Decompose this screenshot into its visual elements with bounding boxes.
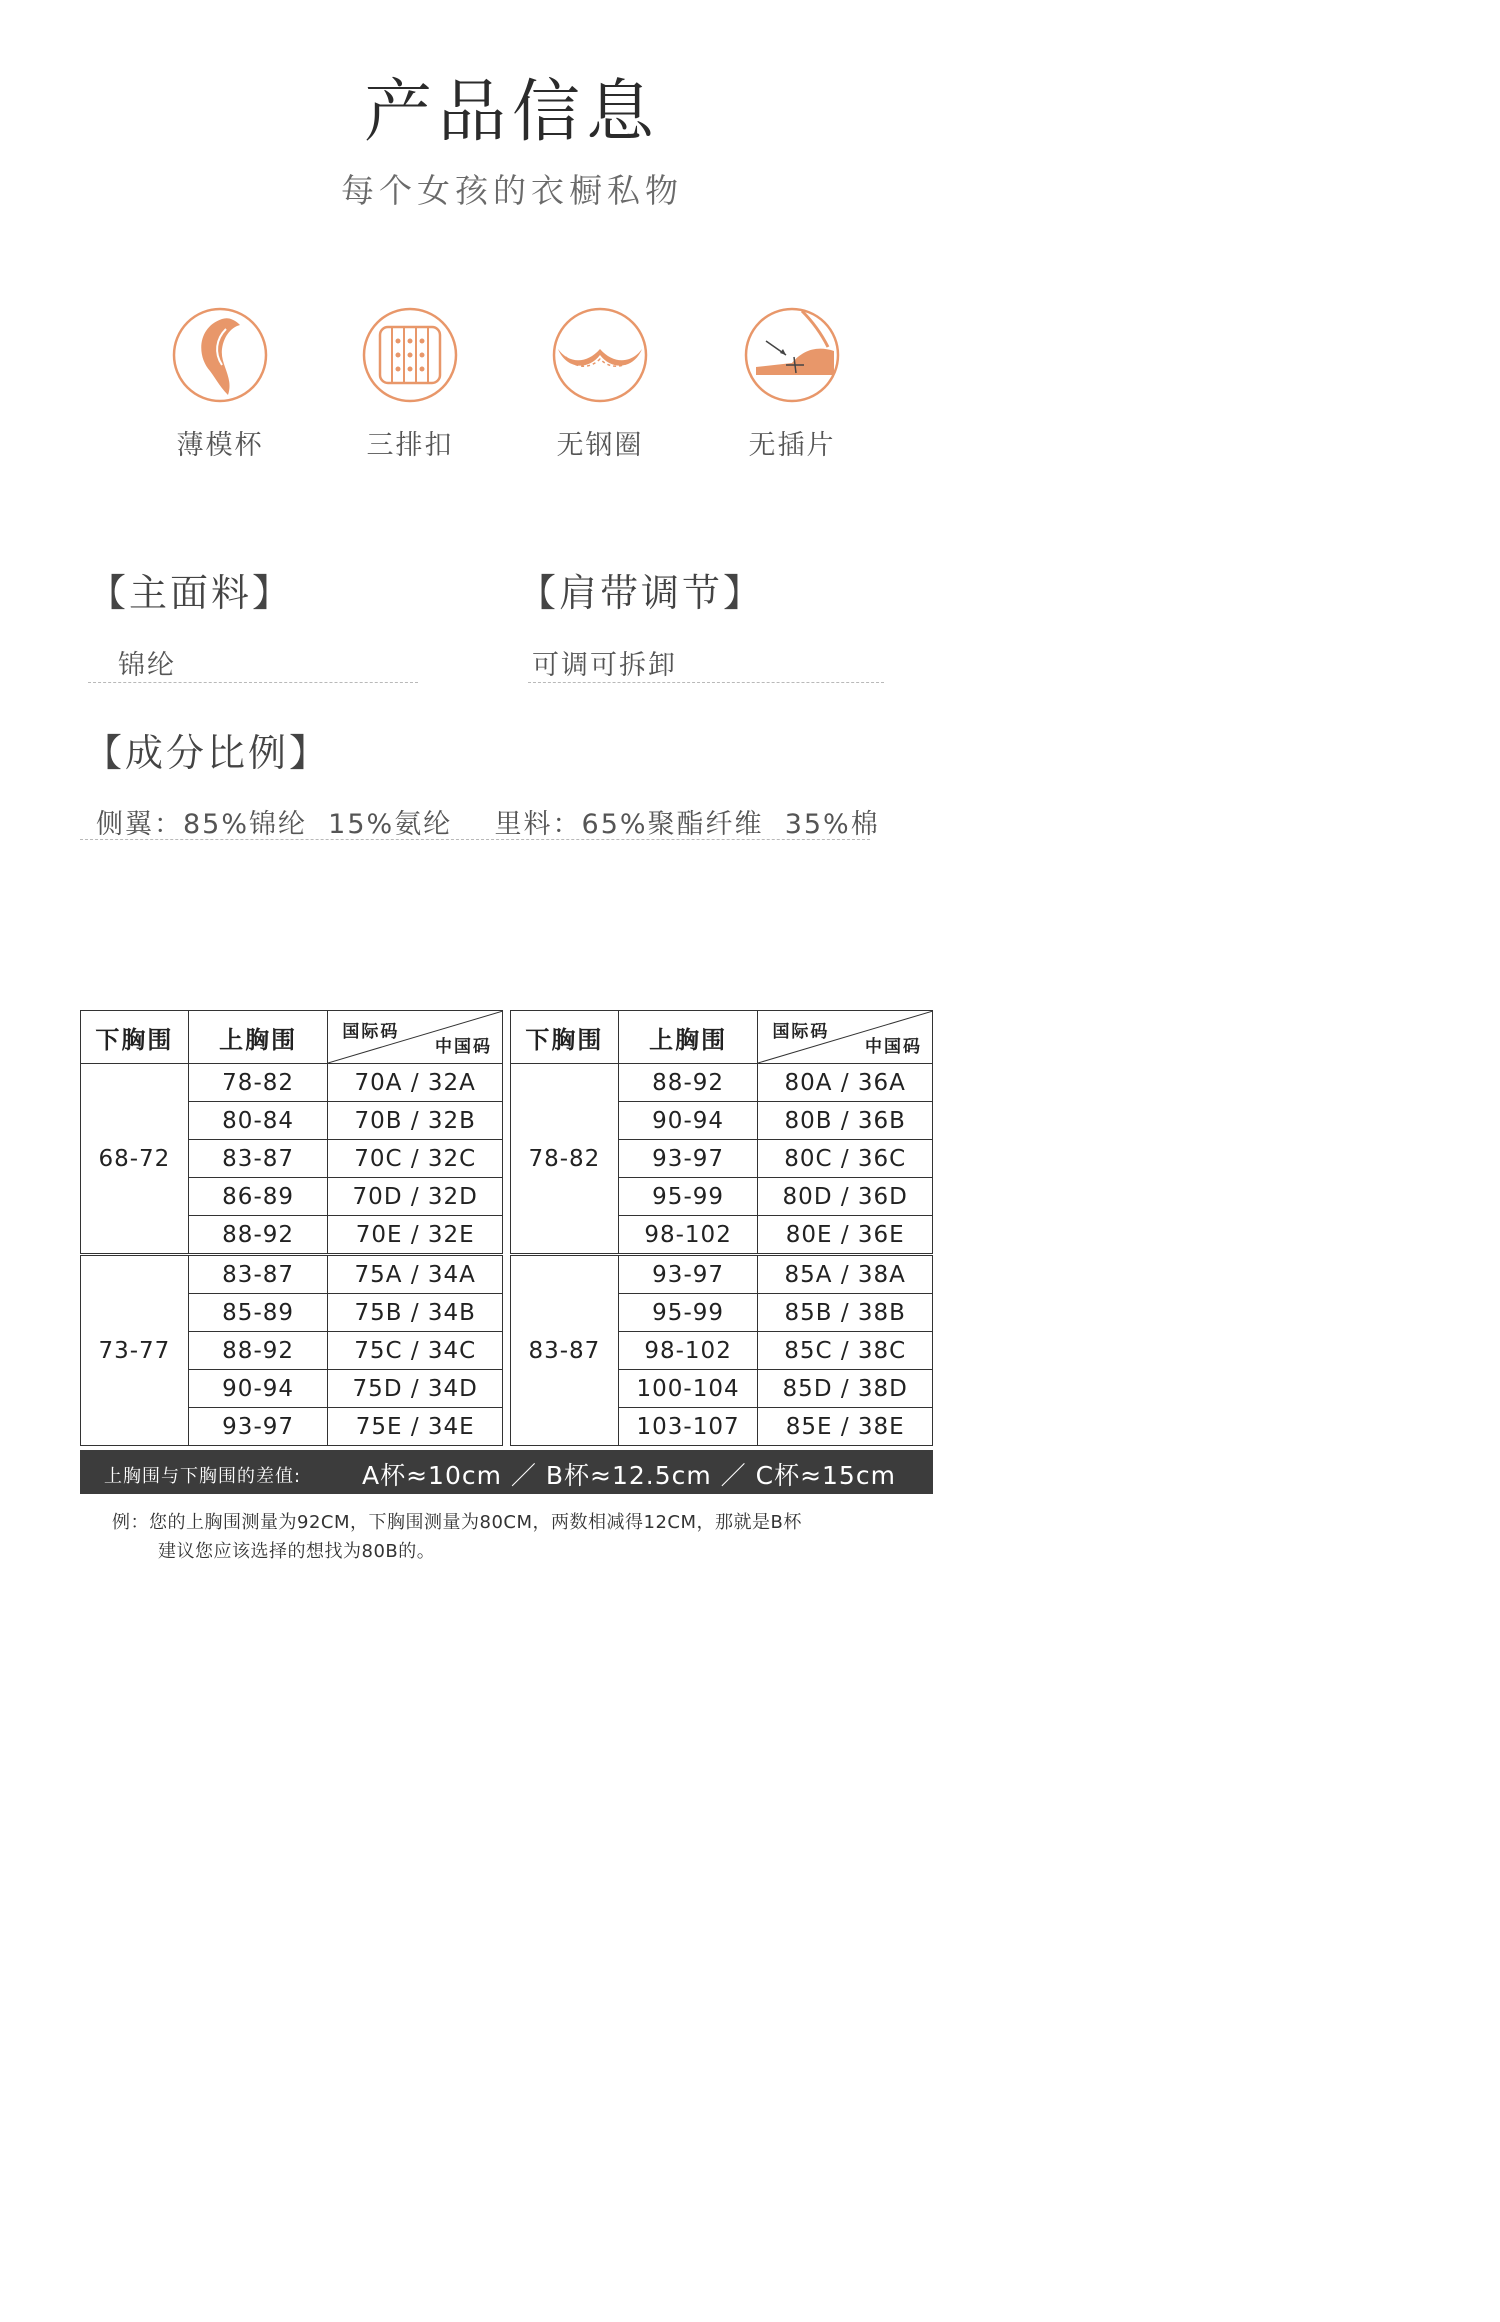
size-code-cell: 75C / 34C (328, 1332, 503, 1370)
composition-value: 侧翼：85%锦纶 15%氨纶 里料：65%聚酯纤维 35%棉 (96, 809, 880, 840)
page-title: 产品信息 (363, 73, 660, 152)
size-code-cell: 70D / 32D (328, 1178, 503, 1216)
size-code-cell: 85E / 38E (758, 1408, 933, 1446)
over-bust-cell: 93-97 (618, 1140, 758, 1178)
divider (528, 682, 884, 683)
size-code-cell: 80C / 36C (758, 1140, 933, 1178)
fabric-heading: 【主面料】 (88, 571, 294, 615)
feature-wire-free (530, 305, 670, 462)
divider (88, 682, 418, 683)
feature-label: 无插片 (748, 430, 836, 461)
size-code-cell: 85A / 38A (758, 1255, 933, 1294)
size-code-cell: 80D / 36D (758, 1178, 933, 1216)
over-bust-cell: 83-87 (188, 1140, 328, 1178)
under-bust-cell: 83-87 (511, 1255, 619, 1446)
thin-cup-icon (170, 305, 270, 405)
over-bust-cell: 95-99 (618, 1294, 758, 1332)
over-bust-cell: 86-89 (188, 1178, 328, 1216)
strap-value: 可调可拆卸 (532, 650, 677, 681)
divider (80, 839, 870, 840)
header-cn-code: 中国码 (435, 1037, 492, 1057)
over-bust-cell: 98-102 (618, 1216, 758, 1255)
size-table-right (510, 1010, 933, 1446)
header-intl-code: 国际码 (342, 1022, 400, 1042)
size-code-cell: 70E / 32E (328, 1216, 503, 1255)
example-note-line2: 建议您应该选择的想找为80B的。 (158, 1541, 436, 1562)
over-bust-cell: 88-92 (188, 1332, 328, 1370)
feature-label: 薄模杯 (176, 430, 264, 461)
size-code-cell: 70C / 32C (328, 1140, 503, 1178)
header-size-code (758, 1011, 933, 1064)
over-bust-cell: 88-92 (618, 1064, 758, 1102)
over-bust-cell: 90-94 (618, 1102, 758, 1140)
table-row (511, 1255, 933, 1294)
cup-difference-label: 上胸围与下胸围的差值: (104, 1466, 302, 1487)
header-over-bust: 上胸围 (188, 1011, 328, 1064)
over-bust-cell: 78-82 (188, 1064, 328, 1102)
strap-heading: 【肩带调节】 (518, 571, 765, 615)
header-under-bust: 下胸围 (511, 1011, 619, 1064)
under-bust-cell: 73-77 (81, 1255, 189, 1446)
feature-thin-cup (150, 305, 290, 462)
size-code-cell: 80B / 36B (758, 1102, 933, 1140)
page-subtitle: 每个女孩的衣橱私物 (341, 171, 683, 210)
header-cn-code: 中国码 (865, 1037, 922, 1057)
cup-difference-values: A杯≈10cm ／ B杯≈12.5cm ／ C杯≈15cm (362, 1461, 896, 1490)
size-code-cell: 75D / 34D (328, 1370, 503, 1408)
over-bust-cell: 100-104 (618, 1370, 758, 1408)
feature-label: 无钢圈 (556, 430, 644, 461)
table-row (81, 1255, 503, 1294)
over-bust-cell: 83-87 (188, 1255, 328, 1294)
feature-no-insert (722, 305, 862, 462)
size-code-cell: 85B / 38B (758, 1294, 933, 1332)
size-code-cell: 80A / 36A (758, 1064, 933, 1102)
over-bust-cell: 103-107 (618, 1408, 758, 1446)
example-note-line1: 例：您的上胸围测量为92CM，下胸围测量为80CM，两数相减得12CM，那就是B杯 (112, 1512, 802, 1533)
under-bust-cell: 68-72 (81, 1064, 189, 1255)
over-bust-cell: 90-94 (188, 1370, 328, 1408)
wire-free-icon (550, 305, 650, 405)
size-code-cell: 75A / 34A (328, 1255, 503, 1294)
size-code-cell: 70B / 32B (328, 1102, 503, 1140)
cup-difference-bar (80, 1450, 933, 1494)
over-bust-cell: 85-89 (188, 1294, 328, 1332)
header-size-code (328, 1011, 503, 1064)
table-row (81, 1064, 503, 1102)
header-intl-code: 国际码 (772, 1022, 830, 1042)
table-row (511, 1064, 933, 1102)
over-bust-cell: 88-92 (188, 1216, 328, 1255)
size-code-cell: 75B / 34B (328, 1294, 503, 1332)
three-row-hook-icon (360, 305, 460, 405)
size-table-left (80, 1010, 503, 1446)
size-code-cell: 80E / 36E (758, 1216, 933, 1255)
header-under-bust: 下胸围 (81, 1011, 189, 1064)
size-code-cell: 75E / 34E (328, 1408, 503, 1446)
composition-heading: 【成分比例】 (84, 731, 331, 775)
over-bust-cell: 95-99 (618, 1178, 758, 1216)
over-bust-cell: 80-84 (188, 1102, 328, 1140)
over-bust-cell: 98-102 (618, 1332, 758, 1370)
under-bust-cell: 78-82 (511, 1064, 619, 1255)
fabric-value: 锦纶 (118, 650, 176, 681)
header-over-bust: 上胸围 (618, 1011, 758, 1064)
over-bust-cell: 93-97 (618, 1255, 758, 1294)
no-insert-pad-icon (742, 305, 842, 405)
size-code-cell: 70A / 32A (328, 1064, 503, 1102)
size-code-cell: 85D / 38D (758, 1370, 933, 1408)
feature-label: 三排扣 (366, 430, 454, 461)
feature-three-row-hook (340, 305, 480, 462)
size-code-cell: 85C / 38C (758, 1332, 933, 1370)
over-bust-cell: 93-97 (188, 1408, 328, 1446)
